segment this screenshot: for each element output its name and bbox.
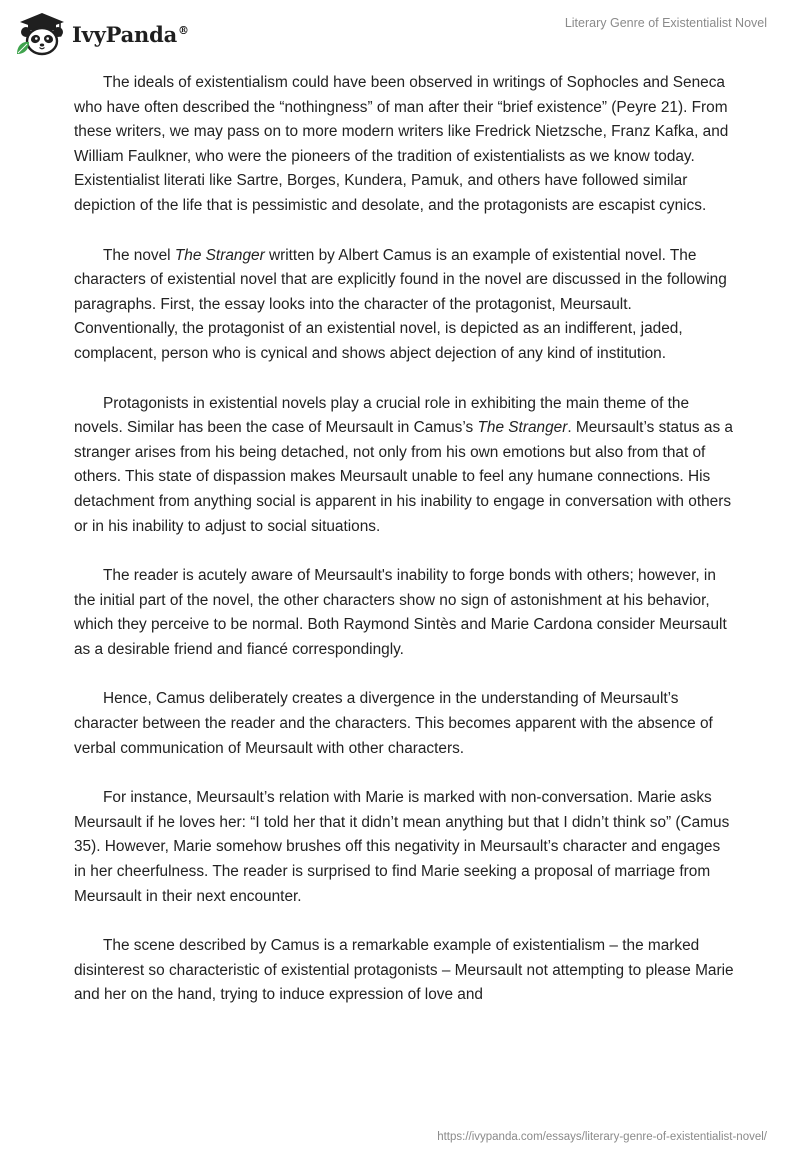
registered-mark: ® (178, 23, 189, 37)
paragraph-4: The reader is acutely aware of Meursault's inability to forge bonds with others; however, in the initial part of the novel, the other characters show no sign of astonishment at his behavior, which they perceive to be normal. Both Raymond Sintès and Marie Cardona consider Meursault as a desirable friend and fiancé correspondingly. (74, 567, 727, 658)
panda-graduate-icon (14, 10, 66, 58)
page-footer (437, 1131, 767, 1143)
essay-body (74, 71, 734, 1033)
paragraph-1: The ideals of existentialism could have been observed in writings of Sophocles and Seneca who have often described the “nothingness” of man after their “brief existence” (Peyre 21). From these writers, we may pass on to more modern writers like Fredrick Nietzsche, Franz Kafka, and William Faulkner, who were the pioneers of the tradition of existentialists as we know today. Existentialist literati like Sartre, Borges, Kundera, Pamuk, and others have followed similar depiction of the life that is pessimistic and desolate, and the protagonists are escapist cynics. (74, 74, 729, 214)
paragraph-3-text-before: Protagonists in existential novels play a crucial role in exhibiting the main theme of the novels. Similar has been the case of Meursault in Camus’s (74, 394, 690, 437)
page-header (0, 0, 800, 60)
paragraph-6: For instance, Meursault’s relation with Marie is marked with non-conversation. Marie asks Meursault if he loves her: “I told her that it didn’t mean anything but that I didn’t think so” (Camus 35). However, Marie somehow brushes off this negativity in Meursault’s character and engages in her cheerfulness. The reader is surprised to find Marie seeking a proposal of marriage from Meursault in their next encounter. (74, 789, 730, 905)
source-url-link[interactable]: https://ivypanda.com/essays/literary-genre-of-existentialist-novel/ (437, 1131, 767, 1143)
logo-name: IvyPanda (72, 21, 178, 47)
ivypanda-logo[interactable] (14, 10, 189, 58)
paragraph-5: Hence, Camus deliberately creates a divergence in the understanding of Meursault’s character between the reader and the characters. This becomes apparent with the absence of verbal communication of Meursault with other characters. (74, 690, 713, 757)
paragraph-3-text-after: . Meursault’s status as a stranger arises from his being detached, not only from his own emotions but also from that of others. This state of dispassion makes Meursault unable to feel any humane connections. His detachment from anything social is apparent in his inability to engage in conversation with others or in his inability to adjust to social situations. (74, 419, 733, 535)
book-title: The Stranger (477, 419, 568, 437)
paragraph-2-text-after: written by Albert Camus is an example of existential novel. The characters of existential novel that are explicitly found in the novel are discussed in the following paragraphs. First, the essay looks into the character of the protagonist, Meursault. Conventionally, the protagonist of an existential novel, is depicted as an indifferent, jaded, complacent, person who is cynical and shows abject dejection of any kind of institution. (74, 246, 727, 362)
logo-wordmark (72, 22, 189, 47)
paragraph-3 (74, 392, 734, 540)
document-title: Literary Genre of Existentialist Novel (564, 16, 767, 30)
paragraph-2-text-before: The novel (103, 246, 175, 264)
paragraph-7: The scene described by Camus is a remarkable example of existentialism – the marked disinterest so characteristic of existential protagonists – Meursault not attempting to please Marie and her on the hand, trying to induce expression of love and (74, 937, 734, 1004)
book-title: The Stranger (174, 246, 265, 264)
paragraph-2 (74, 244, 734, 367)
